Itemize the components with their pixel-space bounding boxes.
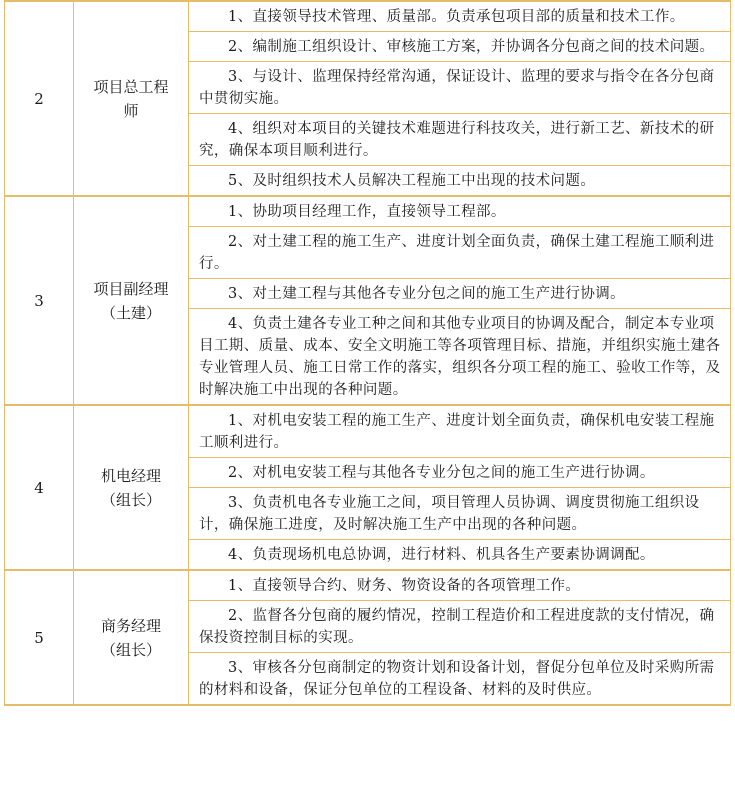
role-cell: [74, 197, 189, 404]
duty-item: 1、直接领导合约、财务、物资设备的各项管理工作。: [189, 571, 730, 601]
duty-item: 1、对机电安装工程的施工生产、进度计划全面负责，确保机电安装工程施工顺利进行。: [189, 406, 730, 458]
responsibility-table: [4, 0, 731, 706]
duty-item: 3、审核各分包商制定的物资计划和设备计划，督促分包单位及时采购所需的材料和设备，保证分包单位的工程设备、材料的及时供应。: [199, 660, 715, 698]
duties-cell: [189, 197, 730, 404]
role-line: 项目副经理: [93, 279, 169, 298]
table-row: [4, 197, 731, 406]
duty-item: 1、协助项目经理工作，直接领导工程部。: [189, 197, 730, 227]
duty-item: 3、负责机电各专业施工之间，项目管理人员协调、调度贯彻施工组织设计，确保施工进度，及时解决施工生产中出现的各种问题。: [189, 488, 730, 540]
duty-item: 4、负责土建各专业工种之间和其他专业项目的协调及配合，制定本专业项目工期、质量、成本、安全文明施工等各项管理目标、措施，并组织实施土建各专业管理人员、施工日常工作的落实，组织各分项工程的施工、验收工作等，及时解决施工中出现的各种问题。: [199, 316, 721, 398]
role-cell: [74, 2, 189, 195]
row-number: 3: [5, 197, 74, 404]
duty-item: 5、及时组织技术人员解决工程施工中出现的技术问题。: [228, 173, 596, 189]
role-line: （组长）: [100, 490, 161, 509]
duties-cell: [189, 571, 730, 704]
role-line: （组长）: [100, 640, 161, 659]
role-line: 商务经理: [100, 616, 161, 635]
duty-item: 3、与设计、监理保持经常沟通，保证设计、监理的要求与指令在各分包商中贯彻实施。: [189, 62, 730, 114]
row-number: 5: [5, 571, 74, 704]
duty-item: 2、对机电安装工程与其他各专业分包之间的施工生产进行协调。: [189, 458, 730, 488]
duty-item: 1、直接领导技术管理、质量部。负责承包项目部的质量和技术工作。: [189, 2, 730, 32]
role-line: 机电经理: [100, 466, 161, 485]
duties-cell: [189, 2, 730, 195]
duty-item: 2、监督各分包商的履约情况，控制工程造价和工程进度款的支付情况，确保投资控制目标的实现。: [189, 601, 730, 653]
table-row: [4, 0, 731, 197]
duty-item: 2、编制施工组织设计、审核施工方案，并协调各分包商之间的技术问题。: [189, 32, 730, 62]
role-cell: [74, 406, 189, 569]
table-row: [4, 406, 731, 571]
role-line: 项目总工程: [93, 77, 169, 96]
row-number: 4: [5, 406, 74, 569]
role-line: （土建）: [100, 303, 161, 322]
row-number: 2: [5, 2, 74, 195]
role-cell: [74, 571, 189, 704]
duty-item: 3、对土建工程与其他各专业分包之间的施工生产进行协调。: [189, 279, 730, 309]
duty-item: 2、对土建工程的施工生产、进度计划全面负责，确保土建工程施工顺利进行。: [189, 227, 730, 279]
role-line: 师: [123, 101, 139, 120]
duties-cell: [189, 406, 730, 569]
duty-item: 4、组织对本项目的关键技术难题进行科技攻关，进行新工艺、新技术的研究，确保本项目顺利进行。: [189, 114, 730, 166]
table-row: [4, 571, 731, 706]
duty-item: 4、负责现场机电总协调，进行材料、机具各生产要素协调调配。: [228, 547, 655, 563]
